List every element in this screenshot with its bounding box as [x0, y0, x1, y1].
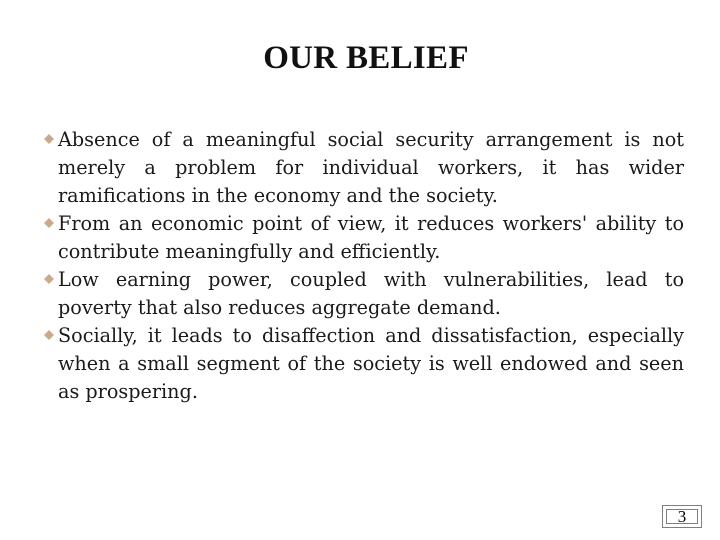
bullet-text: Absence of a meaningful social security arrangement is not merely a problem for individual workers, it has wider ramifications in the economy and the society.	[58, 128, 684, 207]
bullet-text: Low earning power, coupled with vulnerabilities, lead to poverty that also reduces aggregate demand.	[58, 268, 684, 319]
bullet-text: Socially, it leads to disaffection and dissatisfaction, especially when a small segment of the society is well endowed and seen as prospering.	[58, 324, 684, 403]
diamond-bullet-icon	[44, 126, 58, 154]
bullet-text: From an economic point of view, it reduces workers' ability to contribute meaningfully and efficiently.	[58, 212, 684, 263]
diamond-bullet-icon	[44, 322, 58, 350]
diamond-bullet-icon	[44, 266, 58, 294]
bullet-item	[44, 322, 684, 406]
page-number-text: 3	[677, 506, 687, 526]
bullet-item	[44, 126, 684, 210]
slide-title: OUR BELIEF	[263, 40, 469, 76]
bullet-list	[44, 126, 684, 406]
bullet-item	[44, 210, 684, 266]
bullet-item	[44, 266, 684, 322]
diamond-bullet-icon	[44, 210, 58, 238]
page-number	[662, 505, 702, 528]
